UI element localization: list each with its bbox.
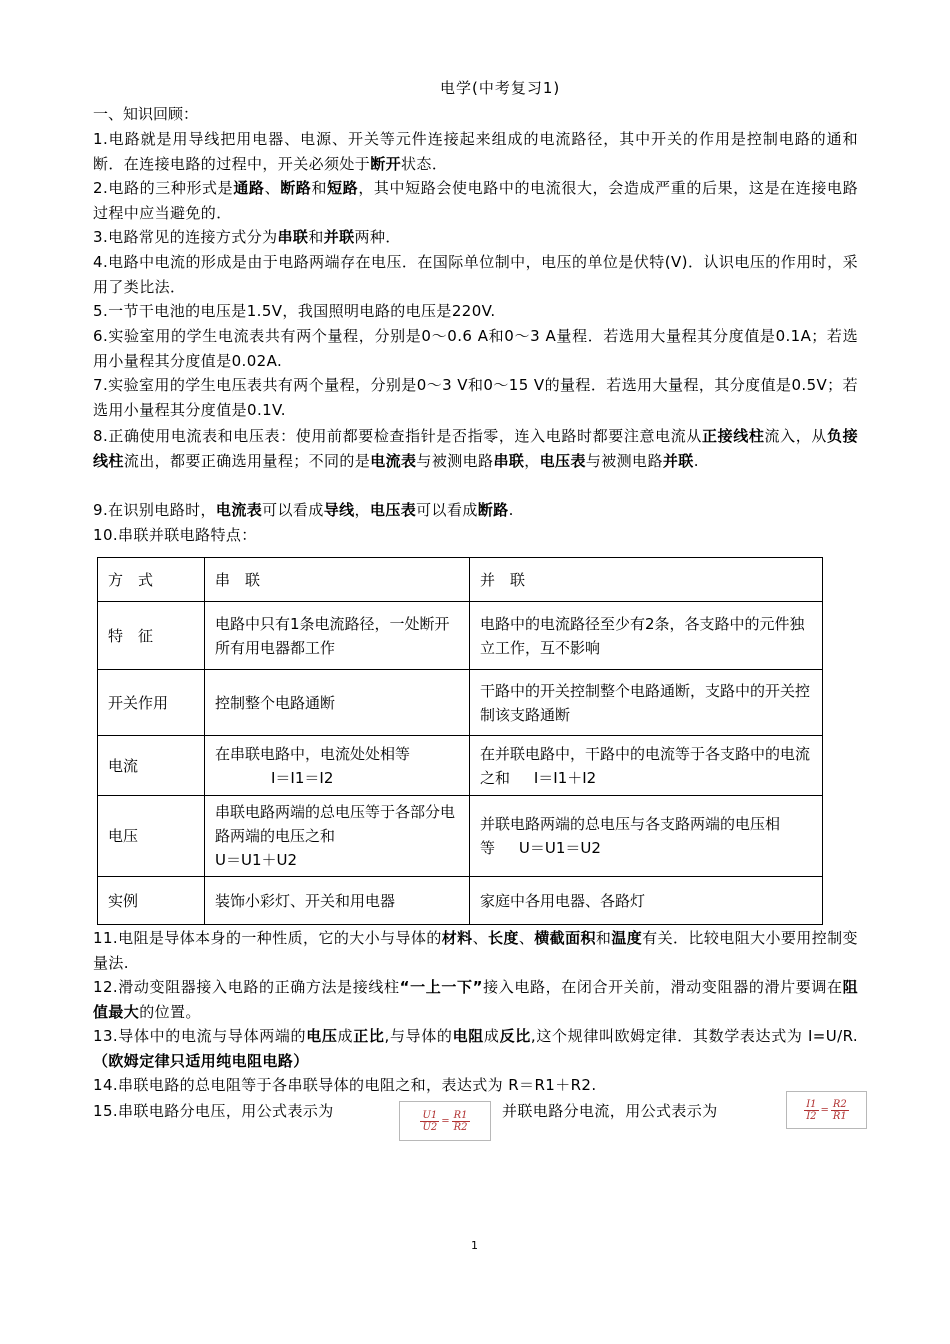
formula-equals: =	[820, 1104, 829, 1116]
series-voltage-formula-image	[399, 1101, 491, 1141]
cell-formula: U＝U1＝U2	[518, 839, 601, 857]
item-13: 13.导体中的电流与导体两端的电压成正比,与导体的电阻成反比,这个规律叫欧姆定律．其数学表达式为 I=U/R.（欧姆定律只适用纯电阻电路）	[93, 1027, 859, 1070]
table-cell: 家庭中各用电器、各路灯	[470, 877, 823, 925]
table-cell: 装饰小彩灯、开关和用电器	[205, 877, 470, 925]
item-14: 14.串联电路的总电阻等于各串联导体的电阻之和，表达式为 R＝R1＋R2.	[93, 1076, 597, 1094]
item-6: 6.实验室用的学生电流表共有两个量程，分别是0～0.6 A和0～3 A量程．若选用大量程其分度值是0.1A；若选用小量程其分度值是0.02A.	[93, 327, 858, 370]
table-cell: 电压	[98, 796, 205, 877]
formula-numerator: I1	[806, 1098, 817, 1110]
table-cell	[205, 736, 470, 796]
table-cell	[470, 796, 823, 877]
formula-numerator: R1	[453, 1109, 468, 1121]
cell-formula: I＝I1＋I2	[533, 768, 597, 787]
series-parallel-table	[97, 557, 823, 925]
table-cell: 并 联	[470, 558, 823, 602]
cell-text: 并联电路两端的总电压与各支路两端的电压相等	[480, 815, 781, 857]
table-row	[98, 602, 823, 670]
section-heading: 一、知识回顾：	[93, 105, 199, 123]
formula-denominator: U2	[422, 1121, 438, 1133]
table-cell: 串 联	[205, 558, 470, 602]
item-11: 11.电阻是导体本身的一种性质，它的大小与导体的材料、长度、横截面积和温度有关．比较电阻大小要用控制变量法.	[93, 929, 858, 972]
parallel-current-formula-image	[786, 1091, 867, 1129]
item-9: 9.在识别电路时，电流表可以看成导线，电压表可以看成断路.	[93, 501, 514, 519]
item-8: 8.正确使用电流表和电压表：使用前都要检查指针是否指零，连入电路时都要注意电流从正接线柱流入，从负接线柱流出，都要正确选用量程；不同的是电流表与被测电路串联，电压表与被测电路并联.	[93, 427, 858, 470]
table-header-row	[98, 558, 823, 602]
page-number: 1	[471, 1239, 478, 1252]
item-4: 4.电路中电流的形成是由于电路两端存在电压．在国际单位制中，电压的单位是伏特(V)．认识电压的作用时，采用了类比法．	[93, 253, 858, 296]
table-cell: 电路中只有1条电流路径，一处断开所有用电器都工作	[205, 602, 470, 670]
cell-text: 在并联电路中，干路中的电流等于各支路中的电流之和	[480, 744, 811, 787]
table-row	[98, 796, 823, 877]
item-15-part-2	[502, 1099, 792, 1124]
cell-text: 串联电路两端的总电压等于各部分电路两端的电压之和	[215, 803, 456, 845]
table-cell: 电路中的电流路径至少有2条，各支路中的元件独立工作，互不影响	[470, 602, 823, 670]
formula-denominator: R1	[832, 1110, 847, 1122]
cell-formula: U＝U1＋U2	[215, 851, 298, 869]
parallel-current-text: 并联电路分电流，用公式表示为	[502, 1102, 718, 1120]
formula-denominator: R2	[453, 1121, 468, 1133]
table-cell: 干路中的开关控制整个电路通断，支路中的开关控制该支路通断	[470, 670, 823, 736]
table-cell: 方 式	[98, 558, 205, 602]
table-row	[98, 670, 823, 736]
table-cell: 开关作用	[98, 670, 205, 736]
series-voltage-text: 15.串联电路分电压，用公式表示为	[93, 1102, 334, 1120]
table-cell: 电流	[98, 736, 205, 796]
item-7: 7.实验室用的学生电压表共有两个量程，分别是0～3 V和0～15 V的量程．若选用大量程，其分度值是0.5V；若选用小量程其分度值是0.1V.	[93, 376, 858, 419]
cell-formula: I＝I1＝I2	[271, 768, 334, 787]
table-cell	[470, 736, 823, 796]
cell-text: 在串联电路中，电流处处相等	[215, 744, 411, 763]
table-row	[98, 736, 823, 796]
item-3: 3.电路常见的连接方式分为串联和并联两种．	[93, 228, 401, 246]
item-5: 5.一节干电池的电压是1.5V，我国照明电路的电压是220V.	[93, 302, 496, 320]
table-cell: 实例	[98, 877, 205, 925]
page-title: 电学(中考复习1)	[440, 79, 561, 97]
formula-equals: =	[441, 1115, 450, 1127]
item-12: 12.滑动变阻器接入电路的正确方法是接线柱“一上一下”接入电路，在闭合开关前，滑动变阻器的滑片要调在阻值最大的位置。	[93, 978, 858, 1021]
table-cell: 控制整个电路通断	[205, 670, 470, 736]
table-cell	[205, 796, 470, 877]
item-1: 1.电路就是用导线把用电器、电源、开关等元件连接起来组成的电流路径，其中开关的作用是控制电路的通和断．在连接电路的过程中，开关必须处于断开状态．	[93, 130, 858, 173]
formula-denominator: I2	[806, 1110, 817, 1122]
table-row	[98, 877, 823, 925]
item-2: 2.电路的三种形式是通路、断路和短路，其中短路会使电路中的电流很大，会造成严重的后果，这是在连接电路过程中应当避免的．	[93, 179, 858, 222]
item-10: 10.串联并联电路特点：	[93, 526, 257, 544]
table-cell: 特 征	[98, 602, 205, 670]
formula-numerator: U1	[422, 1109, 438, 1121]
formula-numerator: R2	[832, 1098, 847, 1110]
